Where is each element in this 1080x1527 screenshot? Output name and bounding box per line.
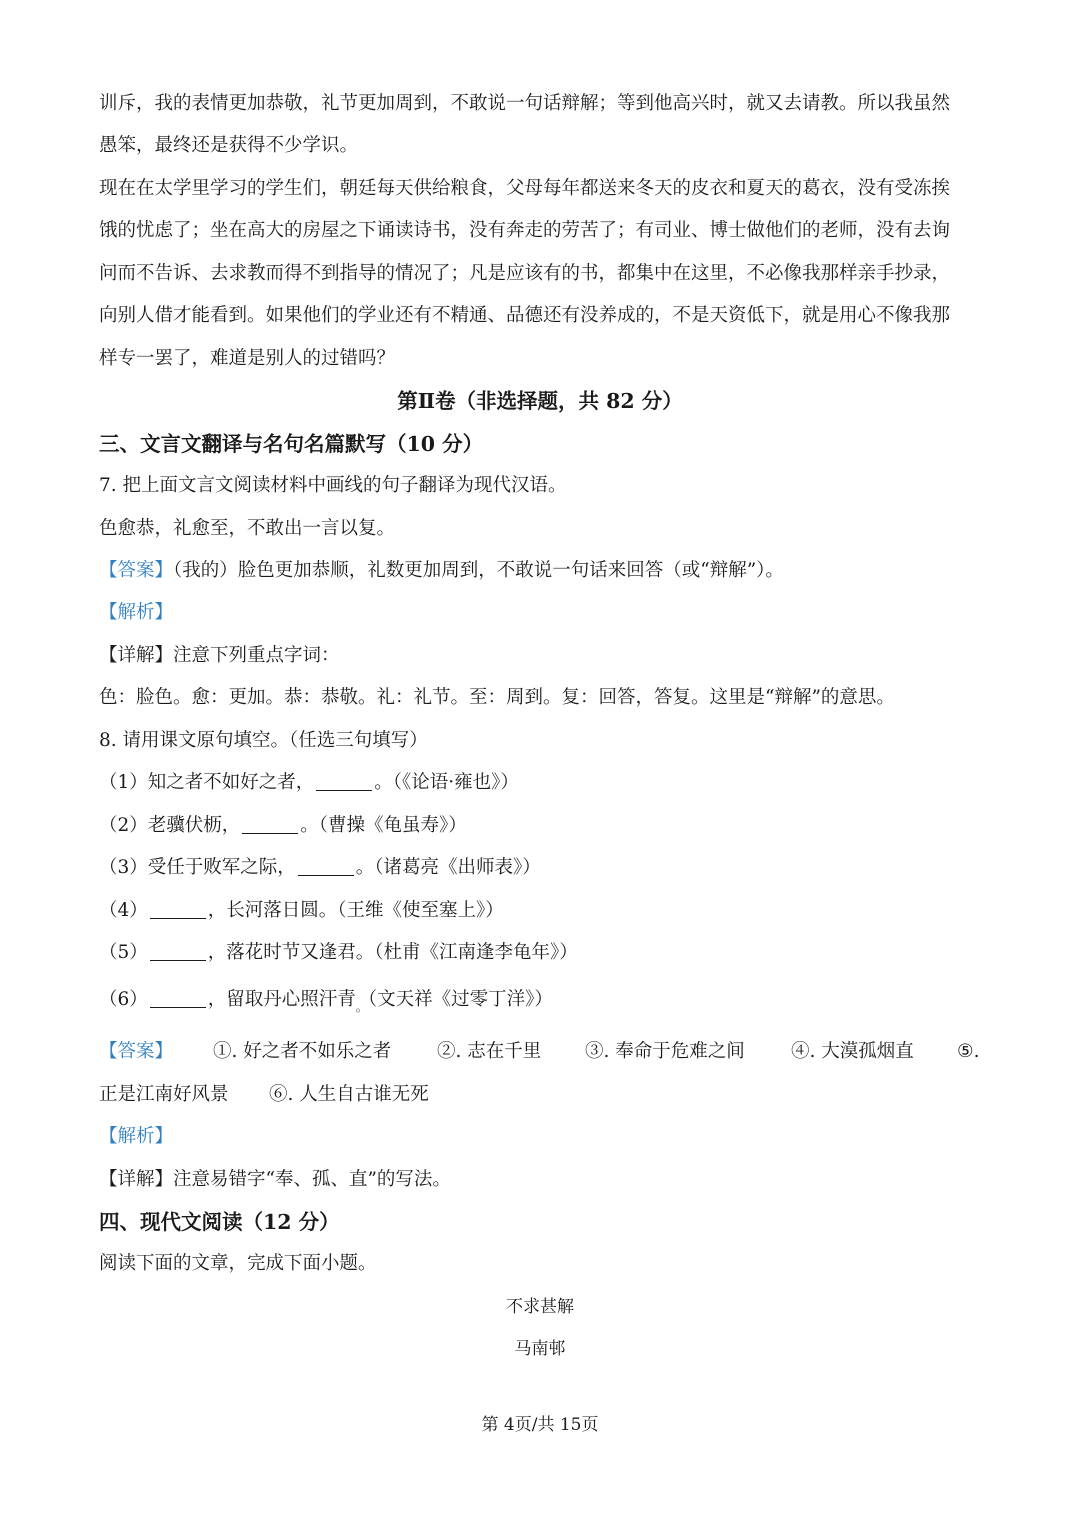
page-footer: 第 4页/共 15页 (481, 1415, 599, 1435)
answer-item: ④. 大漠孤烟直 (791, 1041, 914, 1062)
q7-sentence: 色愈恭，礼愈至，不敢出一言以复。 (99, 518, 396, 539)
item-source: ，长河落日圆。（王维《使至塞上》） (207, 900, 504, 921)
item-text: 老骥伏枥， (147, 815, 241, 836)
answer-tag: 【答案】 (99, 1041, 174, 1062)
section4-intro: 阅读下面的文章，完成下面小题。 (99, 1253, 377, 1274)
translation-line: 向别人借才能看到。如果他们的学业还有不精通、品德还有没养成的，不是天资低下，就是用心不像我那 (99, 305, 951, 326)
q8-item (99, 987, 989, 1020)
q8-item (99, 940, 989, 966)
q7-detail-text: 注意下列重点字词： (173, 645, 340, 666)
item-number: （1） (99, 772, 148, 793)
answer-item: ⑥. 人生自古谁无死 (269, 1084, 429, 1105)
q8-analysis-tag: 【解析】 (99, 1126, 174, 1147)
q7-question: 7. 把上面文言文阅读材料中画线的句子翻译为现代汉语。 (99, 475, 567, 496)
q8-detail (99, 1167, 989, 1193)
volume-title: 第Ⅱ卷（非选择题，共 82 分） (397, 389, 683, 413)
detail-tag: 【详解】 (99, 1169, 174, 1190)
item-punct: 。 (355, 1000, 368, 1014)
translation-line: 愚笨，最终还是获得不少学识。 (99, 135, 359, 156)
q7-detail-line: 色：脸色。愈：更加。恭：恭敬。礼：礼节。至：周到。复：回答，答复。这里是“辩解”的意思。 (99, 687, 895, 708)
fill-blank (150, 987, 206, 1008)
item-source: 。（《论语·雍也》） (374, 772, 519, 793)
item-number: （2） (99, 815, 148, 836)
fill-blank (316, 770, 372, 791)
item-number: （3） (99, 857, 148, 878)
item-number: （5） (99, 942, 148, 963)
translation-line: 训斥，我的表情更加恭敬，礼节更加周到，不敢说一句话辩解；等到他高兴时，就又去请教。所以我虽然 (99, 93, 951, 114)
article-title: 不求甚解 (506, 1297, 574, 1317)
q8-item (99, 770, 989, 796)
item-source: 。（诸葛亮《出师表》） (355, 857, 541, 878)
item-source: ，落花时节又逢君。（杜甫《江南逢李龟年》） (207, 942, 578, 963)
item-text: 知之者不如好之者， (147, 772, 315, 793)
q8-item (99, 813, 989, 839)
answer-item: 正是江南好风景 (99, 1084, 229, 1105)
q7-answer (99, 558, 989, 584)
q8-item (99, 855, 989, 881)
q8-item (99, 898, 989, 924)
q7-detail (99, 643, 989, 669)
translation-line: 现在在太学里学习的学生们，朝廷每天供给粮食，父母每年都送来冬天的皮衣和夏天的葛衣，没有受冻挨 (99, 178, 951, 199)
fill-blank (150, 940, 206, 961)
item-number: （4） (99, 900, 148, 921)
answer-tag: 【答案】 (99, 560, 174, 581)
section3-heading: 三、文言文翻译与名句名篇默写（10 分） (99, 432, 484, 456)
item-text: 受任于败军之际， (147, 857, 296, 878)
translation-line: 问而不告诉、去求教而得不到指导的情况了；凡是应该有的书，都集中在这里，不必像我那样亲手抄录， (99, 263, 951, 284)
answer-item: ③. 奉命于危难之间 (585, 1041, 745, 1062)
q8-question: 8. 请用课文原句填空。（任选三句填写） (99, 730, 428, 751)
fill-blank (242, 813, 298, 834)
item-number: （6） (99, 989, 148, 1010)
answer-item: ⑤. (957, 1041, 980, 1062)
fill-blank (150, 898, 206, 919)
q7-answer-text: （我的）脸色更加恭顺，礼数更加周到，不敢说一句话来回答（或“辩解”）。 (173, 560, 784, 581)
item-text: ，留取丹心照汗青 (207, 989, 356, 1010)
article-author: 马南邨 (514, 1339, 566, 1359)
detail-tag: 【详解】 (99, 645, 174, 666)
fill-blank (298, 855, 354, 876)
item-source: （文天祥《过零丁洋》） (367, 989, 553, 1010)
answer-item: ②. 志在千里 (437, 1041, 542, 1062)
answer-item: ①. 好之者不如乐之者 (213, 1041, 392, 1062)
q7-analysis-tag: 【解析】 (99, 602, 174, 623)
translation-line: 样专一罢了，难道是别人的过错吗？ (99, 348, 396, 369)
translation-line: 饿的忧虑了；坐在高大的房屋之下诵读诗书，没有奔走的劳苦了；有司业、博士做他们的老师，没有去询 (99, 220, 951, 241)
item-source: 。（曹操《龟虽寿》） (300, 815, 467, 836)
q8-detail-text: 注意易错字“奉、孤、直”的写法。 (173, 1169, 451, 1190)
section4-heading: 四、现代文阅读（12 分） (99, 1210, 340, 1234)
